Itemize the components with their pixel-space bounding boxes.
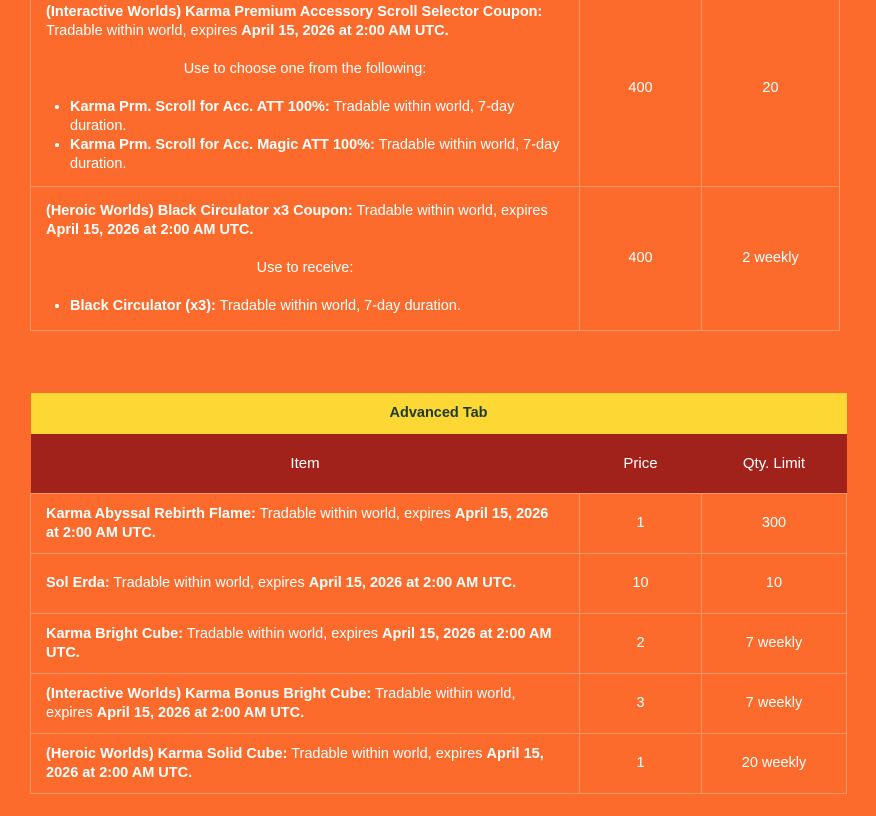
- item-text: Tradable within world, expires: [255, 505, 455, 522]
- expiry-date: April 15, 2026 at 2:00 AM UTC.: [308, 575, 517, 591]
- table-row: [31, 0, 840, 187]
- option-text: Tradable within world, 7-day duration.: [70, 137, 560, 172]
- option-text: Tradable within world, 7-day duration.: [70, 99, 515, 134]
- item-name: (Heroic Worlds) Black Circulator x3 Coupon:: [46, 202, 353, 219]
- item-description: [46, 3, 564, 41]
- expiry-date: April 15, 2026 at 2:00 AM UTC.: [96, 704, 305, 721]
- expiry-date: April 15, 2026 at 2:00 AM UTC.: [46, 745, 544, 781]
- coupon-table: [30, 0, 840, 331]
- item-name: Karma Abyssal Rebirth Flame:: [46, 505, 256, 522]
- limit-cell: 300: [702, 494, 847, 554]
- expiry-date: April 15, 2026 at 2:00 AM UTC.: [46, 505, 549, 541]
- column-header-item: Item: [31, 434, 580, 494]
- limit-cell: 7 weekly: [702, 674, 847, 734]
- option-name: Black Circulator (x3):: [70, 297, 216, 314]
- limit-cell: 20: [702, 0, 840, 187]
- usage-text: Use to choose one from the following:: [183, 61, 427, 77]
- limit-cell: 10: [702, 554, 847, 614]
- item-cell: [31, 494, 580, 554]
- limit-cell: 7 weekly: [702, 614, 847, 674]
- price-cell: 1: [580, 494, 702, 554]
- list-item: [70, 297, 564, 316]
- expiry-date: April 15, 2026 at 2:00 AM UTC.: [241, 23, 449, 39]
- option-list: [46, 98, 564, 174]
- table-row: [31, 554, 847, 614]
- column-header-price: Price: [580, 434, 702, 494]
- table-row: [31, 494, 847, 554]
- item-cell: [31, 554, 580, 614]
- item-description: [46, 202, 564, 240]
- item-name: (Interactive Worlds) Karma Premium Accessory Scroll Selector Coupon:: [46, 4, 543, 20]
- item-text: Tradable within world, expires: [287, 745, 487, 762]
- limit-cell: 20 weekly: [702, 734, 847, 794]
- option-list: [46, 297, 564, 316]
- item-cell: [31, 674, 580, 734]
- item-text: Tradable within world, expires: [46, 23, 242, 39]
- item-cell: [31, 614, 580, 674]
- price-cell: 3: [580, 674, 702, 734]
- section-title: Advanced Tab: [31, 393, 847, 434]
- column-header-limit: Qty. Limit: [702, 434, 847, 494]
- table-row: [31, 187, 840, 331]
- item-cell: [31, 187, 580, 331]
- expiry-date: April 15, 2026 at 2:00 AM UTC.: [46, 221, 254, 238]
- item-text: Tradable within world, expires: [109, 575, 309, 591]
- limit-cell: 2 weekly: [702, 187, 840, 331]
- item-name: Sol Erda:: [46, 575, 110, 591]
- item-name: (Interactive Worlds) Karma Bonus Bright Cube:: [46, 685, 372, 702]
- advanced-tab-table: [30, 393, 847, 794]
- item-name: Karma Bright Cube:: [46, 625, 183, 642]
- table-row: [31, 674, 847, 734]
- price-cell: 10: [580, 554, 702, 614]
- usage-text: Use to receive:: [256, 259, 354, 276]
- item-text: Tradable within world, expires: [182, 625, 383, 642]
- option-text: Tradable within world, 7-day duration.: [215, 297, 461, 314]
- table-row: [31, 734, 847, 794]
- table-header-row: [31, 434, 847, 494]
- item-text: Tradable within world, expires: [352, 202, 548, 219]
- expiry-date: April 15, 2026 at 2:00 AM UTC.: [46, 625, 552, 661]
- list-item: [70, 136, 564, 174]
- list-item: [70, 98, 564, 136]
- item-cell: [31, 734, 580, 794]
- price-cell: 2: [580, 614, 702, 674]
- item-cell: [31, 0, 580, 187]
- price-cell: 400: [580, 187, 702, 331]
- item-name: (Heroic Worlds) Karma Solid Cube:: [46, 745, 288, 762]
- option-name: Karma Prm. Scroll for Acc. ATT 100%:: [70, 99, 330, 115]
- option-name: Karma Prm. Scroll for Acc. Magic ATT 100%:: [70, 137, 375, 153]
- item-text: Tradable within world, expires: [46, 685, 516, 721]
- table-row: [31, 614, 847, 674]
- price-cell: 1: [580, 734, 702, 794]
- price-cell: 400: [580, 0, 702, 187]
